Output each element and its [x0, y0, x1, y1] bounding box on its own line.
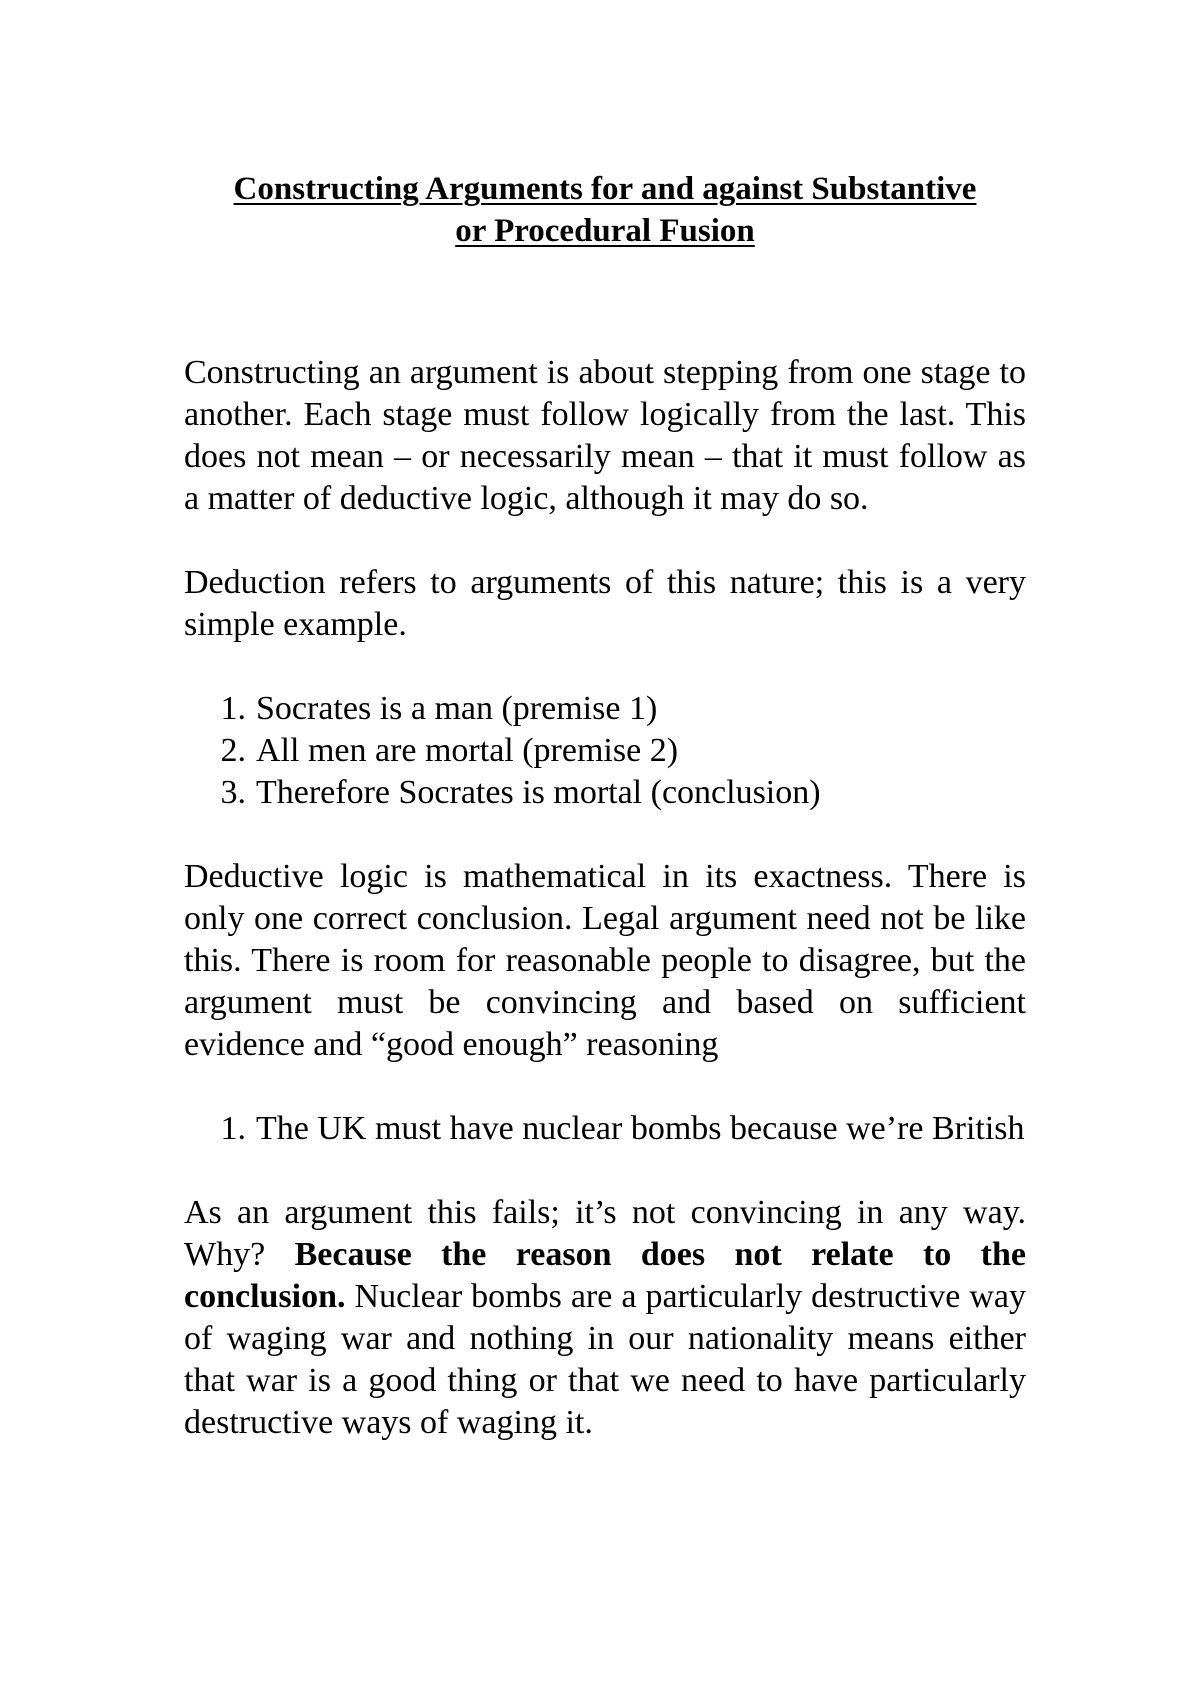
list-item-number: 2. [220, 732, 246, 769]
list-item [184, 688, 1026, 730]
paragraph-deduction: Deduction refers to arguments of this nature; this is a very simple example. [184, 564, 1026, 643]
title-line-1: Constructing Arguments for and against Substantive [233, 171, 977, 207]
example-argument-list [184, 1108, 1026, 1150]
syllogism-list [184, 688, 1026, 814]
document-page [184, 168, 1026, 1444]
list-item-text: All men are mortal (premise 2) [256, 732, 679, 769]
list-item-number: 1. [220, 690, 246, 727]
paragraph-intro: Constructing an argument is about stepping from one stage to another. Each stage must follow logically from the last. This does not mean – or necessarily mean – that it must follow as a matter of deductive logic, although it may do so. [184, 354, 1026, 517]
paragraph-conclusion-lead: As an argument this fails; it’s not convincing in any way. Why? [184, 1194, 1026, 1273]
paragraph-conclusion-rest: Nuclear bombs are a particularly destructive way of waging war and nothing in our nationality means either that war is a good thing or that we need to have particularly destructive ways of waging it. [184, 1278, 1026, 1441]
document-title [184, 168, 1026, 252]
list-item [184, 730, 1026, 772]
title-line-2: or Procedural Fusion [455, 213, 755, 249]
list-item-number: 1. [220, 1110, 246, 1147]
list-item-text: Therefore Socrates is mortal (conclusion) [256, 774, 821, 811]
list-item-text: The UK must have nuclear bombs because we’re British [256, 1110, 1025, 1147]
list-item-text: Socrates is a man (premise 1) [256, 690, 658, 727]
paragraph-deductive-logic: Deductive logic is mathematical in its exactness. There is only one correct conclusion. Legal argument need not be like this. There is room for reasonable people to disagree, but the argument must be convincing and based on sufficient evidence and “good enough” reasoning [184, 858, 1026, 1063]
list-item [184, 772, 1026, 814]
paragraph-conclusion [184, 1192, 1026, 1444]
list-item-number: 3. [220, 774, 246, 811]
paragraph-conclusion-bold: Because the reason does not relate to the conclusion. [184, 1236, 1026, 1315]
list-item [184, 1108, 1026, 1150]
